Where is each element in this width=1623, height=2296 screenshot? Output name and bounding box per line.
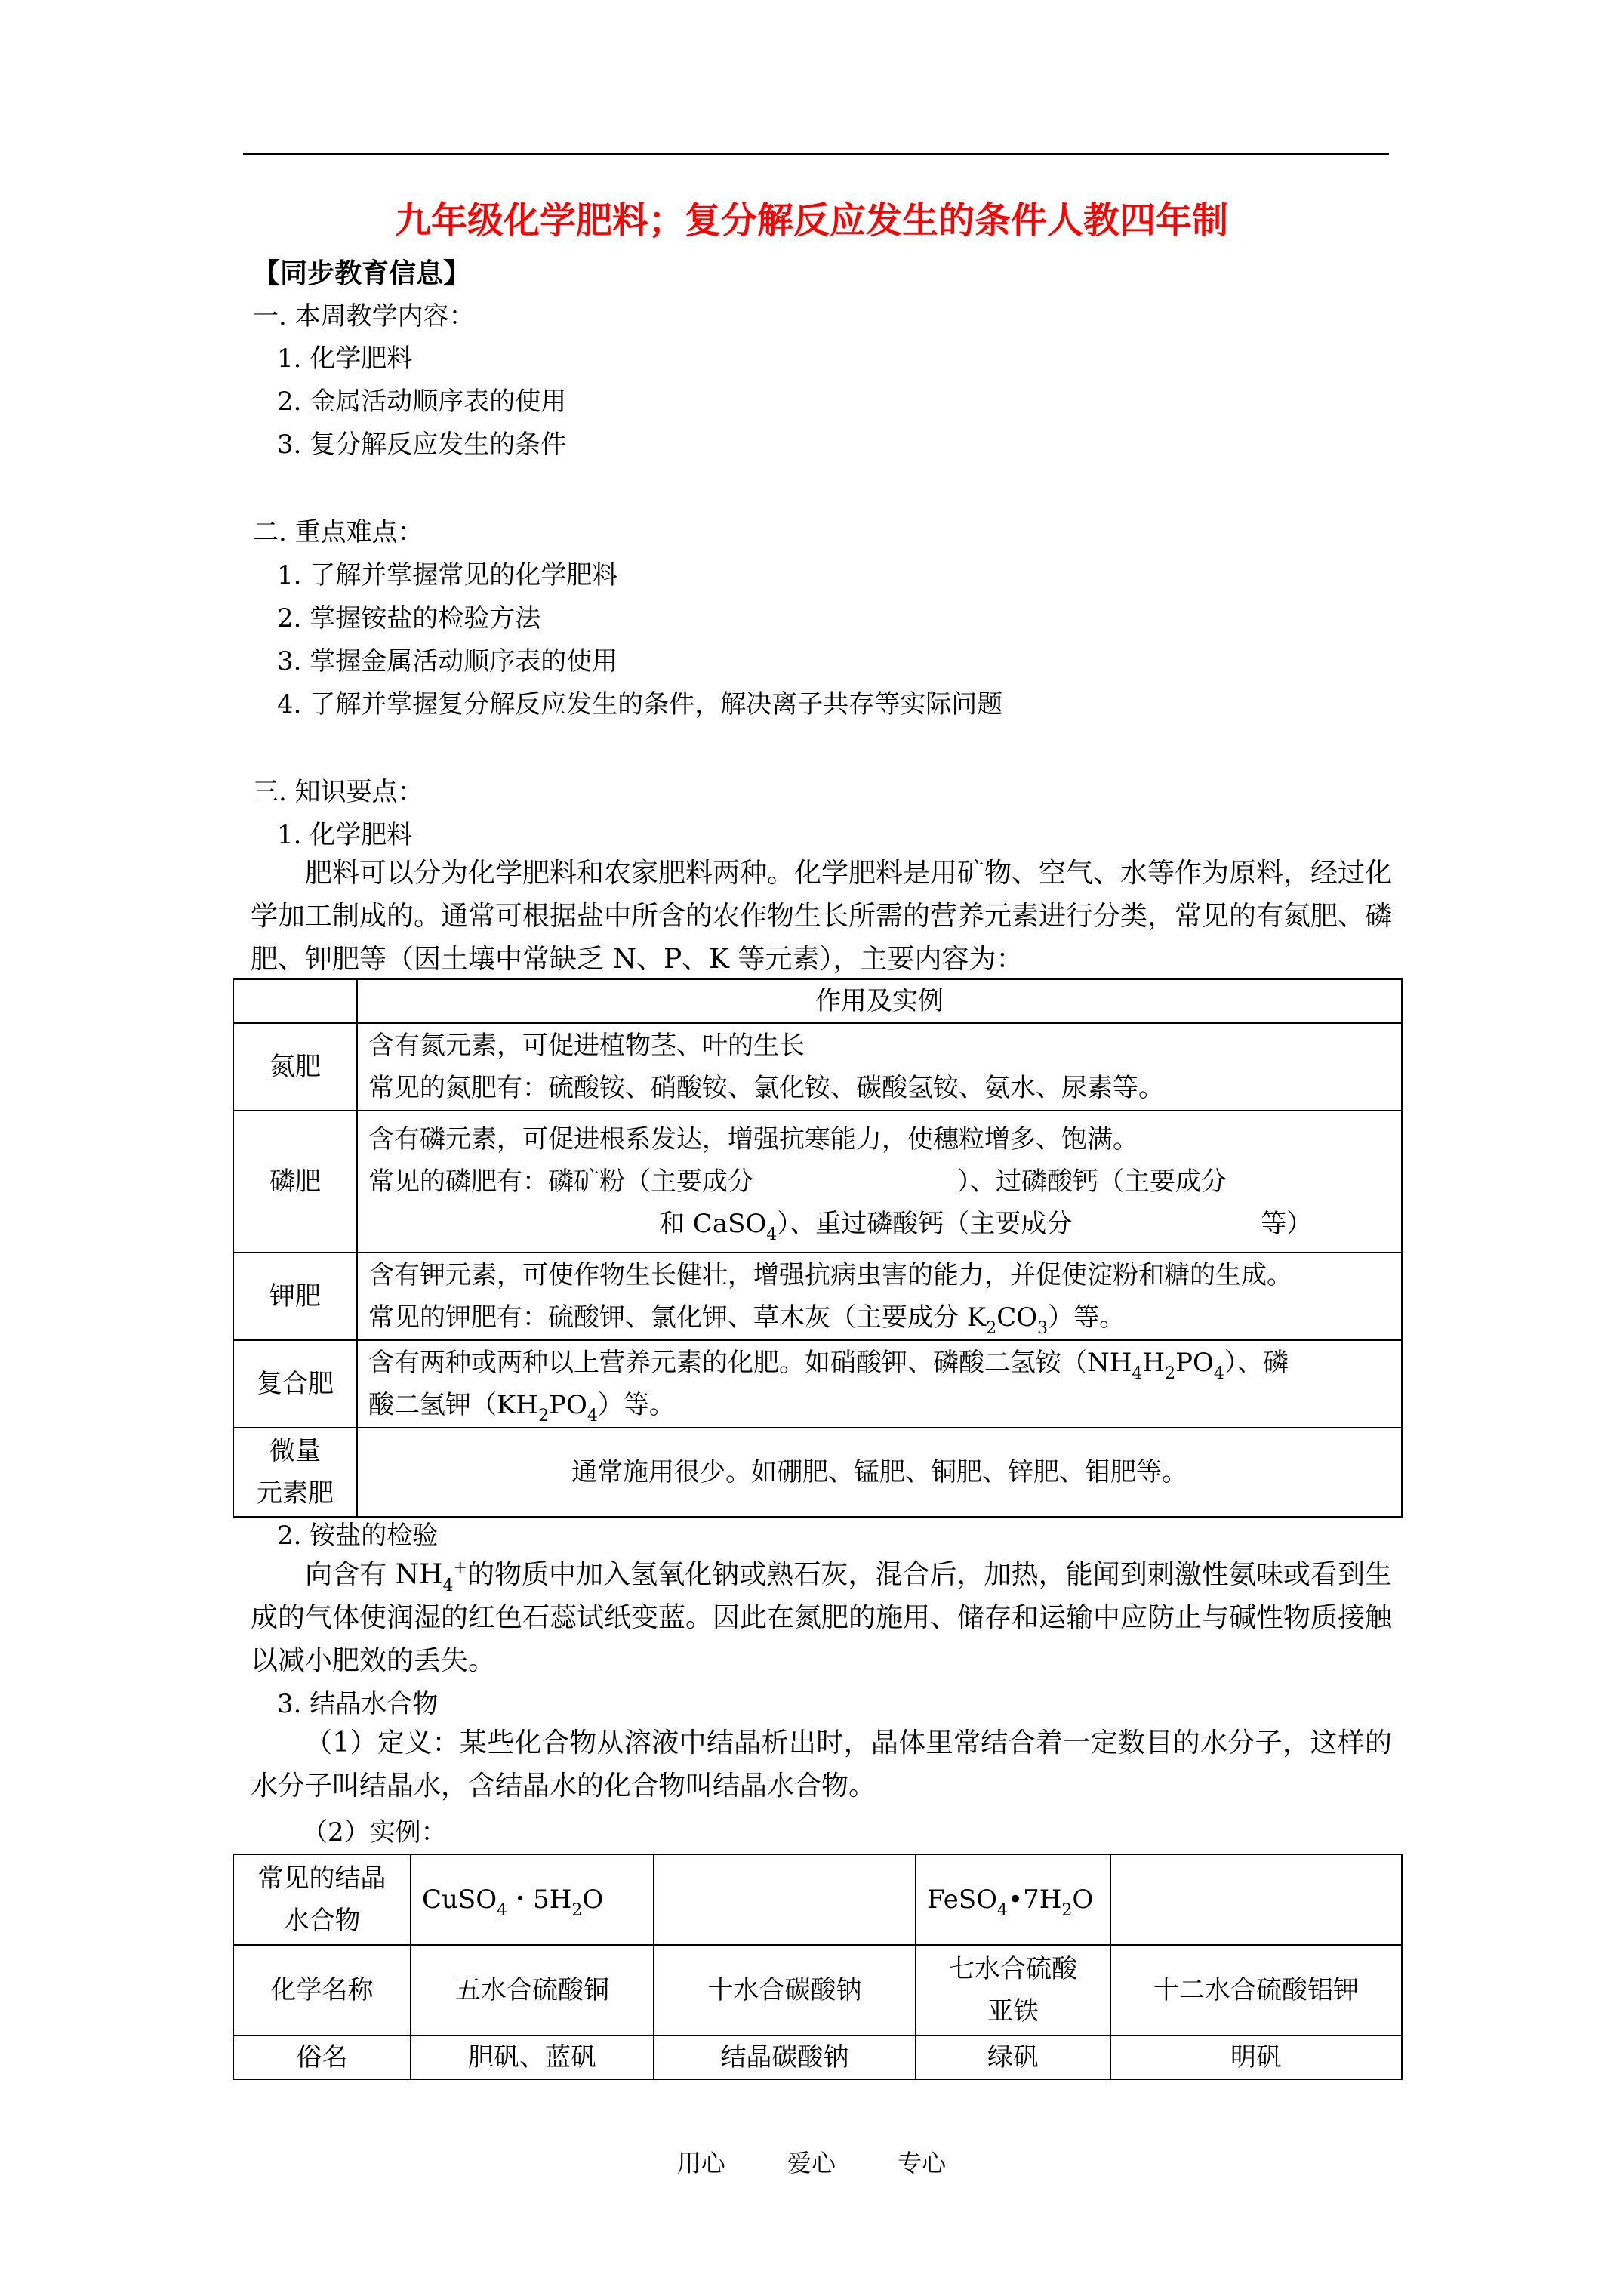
content-text: ）等。 [597, 1390, 675, 1420]
name-line: 七水合硫酸 [949, 1954, 1077, 1984]
formula-text: •7H [1008, 1885, 1062, 1915]
subscript: 4 [766, 1225, 778, 1244]
content-line [368, 1296, 1390, 1339]
section2-item: 4. 了解并掌握复分解反应发生的条件，解决离子共存等实际问题 [277, 689, 1003, 720]
row-label-line: 水合物 [283, 1906, 361, 1936]
table-row [233, 1945, 1402, 2036]
subscript: 4 [587, 1407, 598, 1425]
section2-item: 2. 掌握铵盐的检验方法 [277, 603, 541, 633]
superscript: + [453, 1558, 467, 1577]
section1-item: 2. 金属活动顺序表的使用 [277, 387, 567, 417]
footer-text: 爱心 [787, 2149, 836, 2177]
table-header-cell: 作用及实例 [357, 979, 1402, 1023]
section1-title: 一. 本周教学内容： [253, 301, 475, 331]
section1-item: 3. 复分解反应发生的条件 [277, 430, 567, 460]
hydrate-definition: （1）定义：某些化合物从溶液中结晶析出时，晶体里常结合着一定数目的水分子，这样的水分子叫结晶水，含结晶水的化合物叫结晶水合物。 [251, 1727, 1392, 1801]
subscript: 2 [571, 1901, 583, 1920]
row-content [357, 1023, 1402, 1111]
subscript: 2 [538, 1407, 550, 1425]
formula-cell [411, 1854, 654, 1945]
row-content: 通常施用很少。如硼肥、锰肥、铜肥、锌肥、钼肥等。 [357, 1428, 1402, 1517]
common-name-cell: 明矾 [1110, 2036, 1402, 2079]
content-text: 酸二氢钾（KH [368, 1390, 539, 1420]
table-corner-cell [233, 979, 357, 1023]
subsection-hydrates: 3. 结晶水合物 [277, 1689, 439, 1719]
header-rule [243, 153, 1389, 155]
row-label: 复合肥 [233, 1340, 357, 1428]
content-line [368, 1203, 1390, 1245]
row-label: 俗名 [233, 2036, 411, 2079]
content-text: 常见的磷肥有：磷矿粉（主要成分 [368, 1166, 753, 1197]
row-label-line: 常见的结晶 [257, 1863, 387, 1894]
subscript: 4 [1132, 1364, 1143, 1383]
name-cell: 五水合硫酸铜 [411, 1945, 654, 2036]
formula-cell [916, 1854, 1110, 1945]
content-line [368, 1384, 1390, 1426]
row-label [233, 1428, 357, 1517]
table-row [233, 1854, 1402, 1945]
row-content [357, 1111, 1402, 1253]
footer-text: 专心 [898, 2149, 947, 2177]
fertilizer-table [233, 978, 1403, 1518]
subscript: 4 [442, 1576, 454, 1595]
content-text: 等） [1261, 1209, 1313, 1239]
content-text: H [1142, 1348, 1166, 1378]
row-content [357, 1340, 1402, 1428]
content-text: ）、重过磷酸钙（主要成分 [777, 1209, 1073, 1239]
common-name-cell: 结晶碳酸钠 [654, 2036, 916, 2079]
row-label-line: 元素肥 [257, 1478, 334, 1509]
formula-text: O [582, 1885, 604, 1915]
page-title: 九年级化学肥料；复分解反应发生的条件人教四年制 [394, 199, 1228, 242]
row-label: 化学名称 [233, 1945, 411, 2036]
example-label: （2）实例： [302, 1817, 447, 1848]
common-name-cell: 绿矾 [916, 2036, 1110, 2079]
content-line: 含有钾元素，可使作物生长健壮，增强抗病虫害的能力，并促使淀粉和糖的生成。 [368, 1260, 1292, 1290]
content-text: PO [1175, 1348, 1214, 1378]
content-text: ）、磷 [1224, 1348, 1289, 1378]
row-label-line: 微量 [269, 1436, 321, 1466]
table-row [233, 1023, 1402, 1111]
formula-cell [1110, 1854, 1402, 1945]
subsection-fertilizer: 1. 化学肥料 [277, 820, 413, 850]
subscript: 4 [1213, 1364, 1224, 1383]
content-text: ）等。 [1048, 1302, 1126, 1333]
subscript: 4 [997, 1901, 1009, 1920]
formula-text: O [1072, 1885, 1094, 1915]
name-line: 亚铁 [987, 1996, 1039, 2026]
content-text: 含有两种或两种以上营养元素的化肥。如硝酸钾、磷酸二氢铵（NH [368, 1348, 1132, 1378]
content-text: CO [996, 1302, 1038, 1333]
name-cell: 十水合碳酸钠 [654, 1945, 916, 2036]
content-text: ）、过磷酸钙（主要成分 [957, 1166, 1227, 1197]
name-cell: 十二水合硫酸铝钾 [1110, 1945, 1402, 2036]
row-label [233, 1854, 411, 1945]
para-text: 的物质中加入氢氧化钠或熟石灰，混合后，加热，能闻到刺激性氨味或看到生成的气体使润湿的红色石蕊试纸变蓝。因此在氮肥的施用、储存和运输中应防止与碱性物质接触以减小肥效的丢失。 [251, 1559, 1393, 1676]
subscript: 3 [1037, 1319, 1049, 1338]
row-label: 钾肥 [233, 1253, 357, 1340]
subscript: 2 [986, 1319, 997, 1338]
subsection-ammonium: 2. 铵盐的检验 [277, 1521, 439, 1551]
footer-text: 用心 [676, 2149, 725, 2177]
subscript: 4 [497, 1901, 508, 1920]
table-row [233, 1428, 1402, 1517]
common-name-cell: 胆矾、蓝矾 [411, 2036, 654, 2079]
content-line: 含有氮元素，可促进植物茎、叶的生长 [368, 1031, 805, 1061]
row-content [357, 1253, 1402, 1340]
row-label: 氮肥 [233, 1023, 357, 1111]
formula-cell [654, 1854, 916, 1945]
section2-item: 3. 掌握金属活动顺序表的使用 [277, 646, 618, 676]
hydrate-table [233, 1854, 1403, 2080]
content-line: 含有磷元素，可促进根系发达，增强抗寒能力，使穗粒增多、饱满。 [368, 1124, 1138, 1154]
table-row [233, 1111, 1402, 1253]
formula-text: ・5H [507, 1885, 572, 1915]
section2-item: 1. 了解并掌握常见的化学肥料 [277, 560, 618, 590]
section3-title: 三. 知识要点： [253, 777, 423, 807]
content-line: 常见的氮肥有：硫酸铵、硝酸铵、氯化铵、碳酸氢铵、氨水、尿素等。 [368, 1073, 1164, 1103]
table-row [233, 2036, 1402, 2079]
content-line [368, 1160, 1390, 1203]
content-text: PO [549, 1390, 587, 1420]
section2-title: 二. 重点难点： [253, 517, 423, 547]
formula-text: CuSO [422, 1885, 497, 1915]
subscript: 2 [1061, 1901, 1073, 1920]
content-line [368, 1342, 1390, 1384]
formula-text: FeSO [927, 1885, 998, 1915]
footer [0, 2144, 1623, 2179]
content-text: 常见的钾肥有：硫酸钾、氯化钾、草木灰（主要成分 K [368, 1302, 987, 1333]
content-text: 和 CaSO [659, 1209, 767, 1239]
table-row [233, 1253, 1402, 1340]
ammonium-paragraph [251, 1553, 1392, 1682]
row-label: 磷肥 [233, 1111, 357, 1253]
para-text: 向含有 NH [305, 1559, 443, 1590]
table-row [233, 1340, 1402, 1428]
fertilizer-paragraph: 肥料可以分为化学肥料和农家肥料两种。化学肥料是用矿物、空气、水等作为原料，经过化学加工制成的。通常可根据盐中所含的农作物生长所需的营养元素进行分类，常见的有氮肥、磷肥、钾肥等（因土壤中常缺乏 N、P、K 等元素），主要内容为： [251, 858, 1393, 975]
subscript: 2 [1165, 1364, 1176, 1383]
name-cell [916, 1945, 1110, 2036]
section-heading: 【同步教育信息】 [253, 257, 471, 289]
section1-item: 1. 化学肥料 [277, 344, 413, 374]
